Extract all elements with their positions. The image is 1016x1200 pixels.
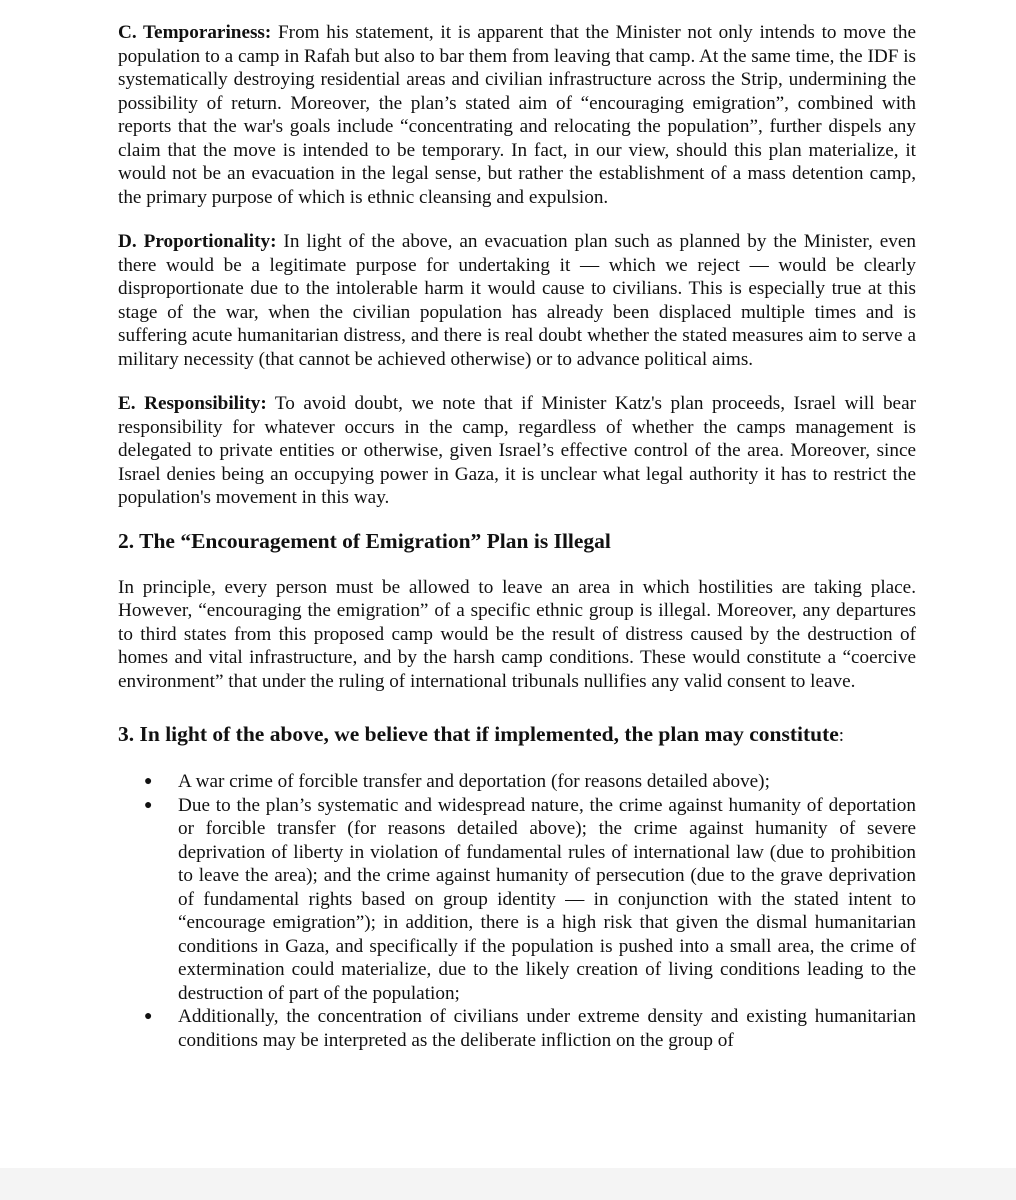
label-proportionality: D. Proportionality:: [118, 231, 277, 252]
text-proportionality: In light of the above, an evacuation plan such as planned by the Minister, even there would be a legitimate purpose for undertaking it — which we reject — would be clearly disproportionate due to the intolerable harm it would cause to civilians. This is especially true at this stage of the war, when the civilian population has already been displaced multiple times and is suffering acute humanitarian distress, and there is real doubt whether the stated measures aim to serve a military necessity (that cannot be achieved otherwise) or to advance political aims.: [118, 231, 916, 370]
heading-conclusion-colon: :: [838, 725, 845, 746]
heading-emigration: 2. The “Encouragement of Emigration” Plan is Illegal: [118, 528, 611, 553]
list-item: [118, 794, 916, 1006]
heading-conclusion-text: 3. In light of the above, we believe that if implemented, the plan may constitute: [118, 722, 839, 746]
list-item-text: Due to the plan’s systematic and widespread nature, the crime against humanity of deportation or forcible transfer (for reasons detailed above); the crime against humanity of severe deprivation of liberty in violation of fundamental rules of international law (due to prohibition to leave the area); and the crime against humanity of persecution (due to the grave deprivation of fundamental rights based on group identity — in conjunction with the stated intent to “encourage emigration”); in addition, there is a high risk that given the dismal humanitarian conditions in Gaza, and specifically if the population is pushed into a small area, the crime of extermination could materialize, due to the likely creation of living conditions leading to the destruction of part of the population;: [178, 794, 916, 1004]
label-temporariness: C. Temporariness:: [118, 22, 272, 43]
bullet-icon: ●: [144, 1009, 153, 1024]
heading-conclusion: [118, 721, 916, 749]
paragraph-proportionality: [118, 230, 916, 371]
list-item: [118, 1005, 916, 1052]
conclusion-list: [118, 770, 916, 1052]
list-item-text: A war crime of forcible transfer and deportation (for reasons detailed above);: [178, 771, 770, 792]
paragraph-temporariness: [118, 21, 916, 209]
bullet-icon: ●: [144, 774, 153, 789]
page-bottom-margin: [0, 1168, 1016, 1200]
paragraph-responsibility: [118, 392, 916, 510]
text-responsibility: To avoid doubt, we note that if Minister Katz's plan proceeds, Israel will bear responsibility for whatever occurs in the camp, regardless of whether the camps management is delegated to private entities or otherwise, given Israel’s effective control of the area. Moreover, since Israel denies being an occupying power in Gaza, it is unclear what legal authority it has to restrict the population's movement in this way.: [118, 393, 916, 508]
paragraph-emigration: In principle, every person must be allowed to leave an area in which hostilities are taking place. However, “encouraging the emigration” of a specific ethnic group is illegal. Moreover, any departures to third states from this proposed camp would be the result of distress caused by the destruction of homes and vital infrastructure, and by the harsh camp conditions. These would constitute a “coercive environment” that under the ruling of international tribunals nullifies any valid consent to leave.: [118, 576, 916, 692]
bullet-icon: ●: [144, 797, 153, 813]
list-item-text: Additionally, the concentration of civilians under extreme density and existing humanitarian conditions may be interpreted as the deliberate infliction on the group of: [178, 1006, 916, 1051]
text-temporariness: From his statement, it is apparent that the Minister not only intends to move the population to a camp in Rafah but also to bar them from leaving that camp. At the same time, the IDF is systematically destroying residential areas and civilian infrastructure across the Strip, undermining the possibility of return. Moreover, the plan’s stated aim of “encouraging emigration”, combined with reports that the war's goals include “concentrating and relocating the population”, further dispels any claim that the move is intended to be temporary. In fact, in our view, should this plan materialize, it would not be an evacuation in the legal sense, but rather the establishment of a mass detention camp, the primary purpose of which is ethnic cleansing and expulsion.: [118, 22, 917, 208]
document-body: [118, 21, 916, 1052]
label-responsibility: E. Responsibility:: [118, 393, 267, 414]
list-item: [118, 770, 916, 794]
